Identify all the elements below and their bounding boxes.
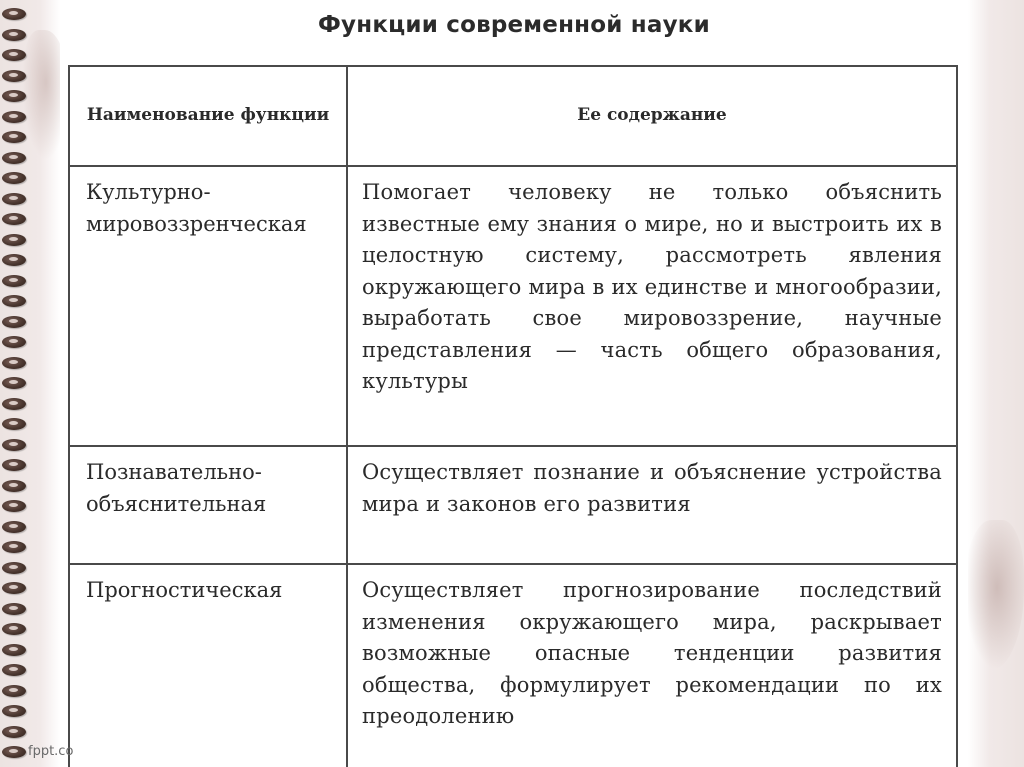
table-header-row [69,66,957,166]
spiral-ring [2,275,26,287]
table-row [69,564,957,767]
header-function-name: Наименование функции [69,66,347,166]
page-content [60,0,968,767]
spiral-ring [2,234,26,246]
spiral-ring [2,459,26,471]
spiral-ring [2,500,26,512]
spiral-ring [2,316,26,328]
spiral-ring [2,8,26,20]
spiral-ring [2,131,26,143]
functions-table [68,65,958,767]
spiral-ring [2,623,26,635]
function-name-cell: Культурно-мировоззренческая [69,166,347,446]
spiral-ring [2,357,26,369]
spiral-ring [2,295,26,307]
function-name-cell: Познавательно-объяснительная [69,446,347,564]
spiral-ring [2,603,26,615]
spiral-ring [2,521,26,533]
function-content-cell: Осуществляет прогнозирование последствий изменения окружающего мира, раскрывает возможные опасные тенденции развития общества, формулирует рекомендации по их преодолению [347,564,957,767]
spiral-ring [2,172,26,184]
spiral-ring [2,644,26,656]
spiral-ring [2,398,26,410]
function-content-cell: Помогает человеку не только объяснить известные ему знания о мире, но и выстроить их в целостную систему, рассмотреть явления окружающего мира в их единстве и многообразии, выработать свое мировоззрение, научные представления — часть общего образования, культуры [347,166,957,446]
spiral-ring [2,254,26,266]
spiral-ring [2,439,26,451]
watermark-text: fppt.co [28,744,74,759]
spiral-ring [2,746,26,758]
spiral-ring [2,193,26,205]
spiral-ring [2,29,26,41]
notebook-spiral-binding [0,0,34,767]
spiral-ring [2,582,26,594]
header-function-content: Ее содержание [347,66,957,166]
spiral-ring [2,418,26,430]
table-row [69,446,957,564]
spiral-ring [2,726,26,738]
spiral-ring [2,70,26,82]
spiral-ring [2,562,26,574]
spiral-ring [2,111,26,123]
spiral-ring [2,90,26,102]
spiral-ring [2,664,26,676]
page-title: Функции современной науки [318,12,710,38]
spiral-ring [2,336,26,348]
function-content-cell: Осуществляет познание и объяснение устройства мира и законов его развития [347,446,957,564]
decorative-splash-right [964,520,1024,670]
spiral-ring [2,213,26,225]
function-name-cell: Прогностическая [69,564,347,767]
spiral-ring [2,685,26,697]
spiral-ring [2,541,26,553]
spiral-ring [2,480,26,492]
spiral-ring [2,377,26,389]
spiral-ring [2,705,26,717]
table-row [69,166,957,446]
spiral-ring [2,49,26,61]
spiral-ring [2,152,26,164]
